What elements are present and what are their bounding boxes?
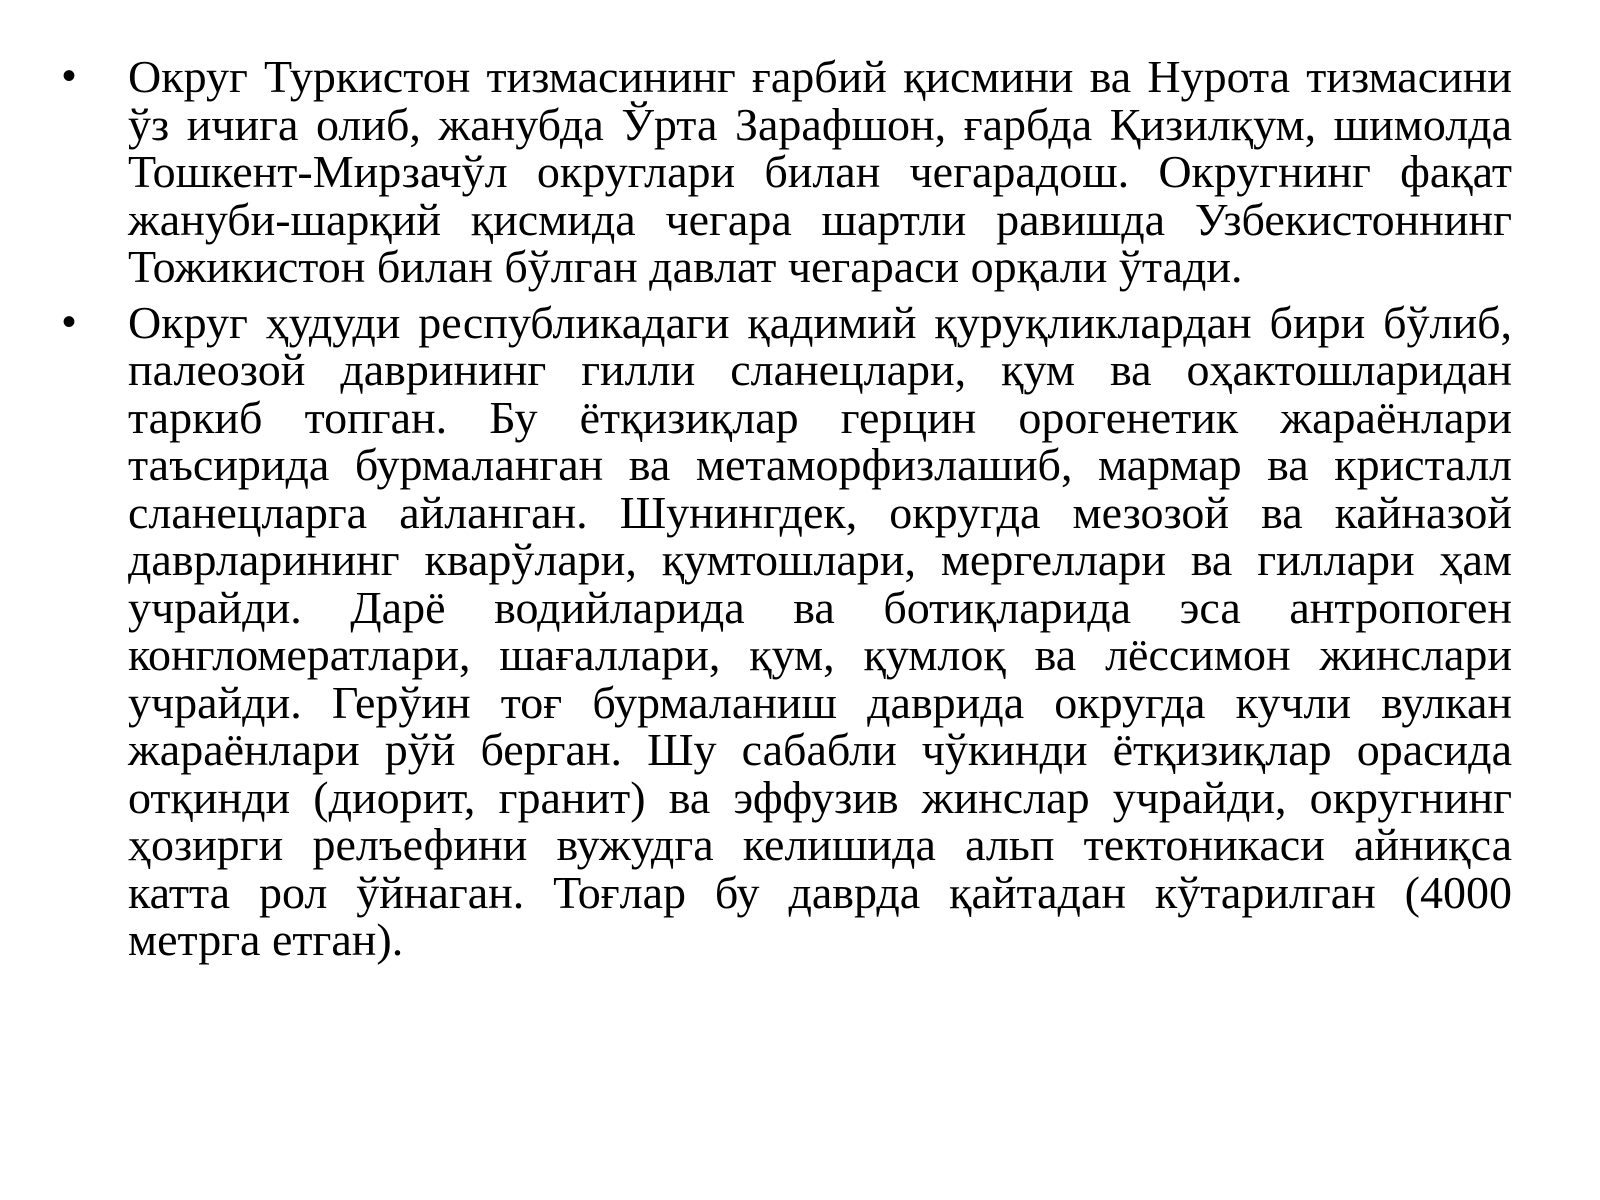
- paragraph-text: Округ ҳудуди республикадаги қадимий қуруқликлардан бири бўлиб, палеозой даврининг гилли сланецлари, қум ва оҳактошларидан таркиб топган. Бу ётқизиқлар герцин орогенетик жараёнлари таъсирида бурмаланган ва метаморфизлашиб, мармар ва кристалл сланецларга айланган. Шунингдек, округда мезозой ва кайназой даврларининг кварўлари, қумтошлари, мергеллари ва гиллари ҳам учрайди. Дарё водийларида ва ботиқларида эса антропоген конгломератлари, шағаллари, қум, қумлоқ ва лёссимон жинслари учрайди. Герўин тоғ бурмаланиш даврида округда кучли вулкан жараёнлари рўй берган. Шу сабабли чўкинди ётқизиқлар орасида отқинди (диорит, гранит) ва эффузив жинслар учрайди, округнинг ҳозирги релъефини вужудга келишида альп тектоникаси айниқса катта рол ўйнаган. Тоғлар бу даврда қайтадан кўтарилган (4000 метрга етган).: [128, 296, 1512, 965]
- paragraph-text: Округ Туркистон тизмасининг ғарбий қисмини ва Нурота тизмасини ўз ичига олиб, жанубда Ўрта Зарафшон, ғарбда Қизилқум, шимолда Тошкент-Мирзачўл округлари билан чегарадош. Округнинг фақат жануби-шарқий қисмида чегара шартли равишда Узбекистоннинг Тожикистон билан бўлган давлат чегараси орқали ўтади.: [128, 51, 1512, 292]
- bullet-item-geology: [62, 296, 1512, 965]
- bullet-list: [62, 53, 1512, 972]
- bullet-item-boundaries: [62, 53, 1512, 291]
- bullet-icon: •: [62, 299, 77, 344]
- bullet-icon: •: [62, 54, 77, 98]
